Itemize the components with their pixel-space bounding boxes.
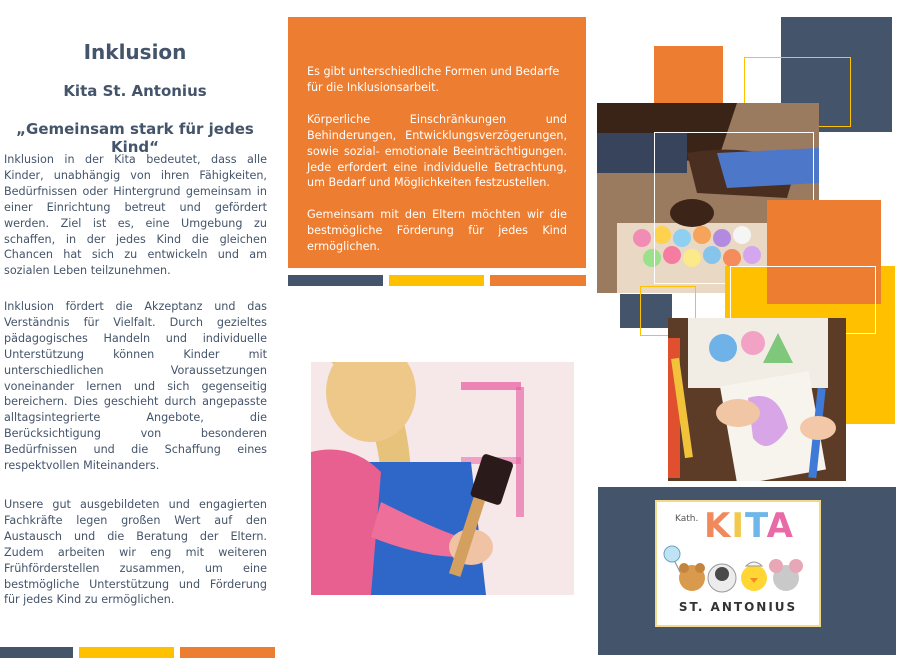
info-text-forms: Es gibt unterschiedliche Formen und Bedarfe für die Inklusionsarbeit.	[307, 65, 560, 94]
drawing-photo	[668, 318, 846, 481]
logo-name: ST. ANTONIUS	[678, 600, 798, 614]
child-painting-photo	[311, 362, 574, 595]
page-subtitle: Kita St. Antonius	[63, 82, 207, 100]
divider-bar-orange-2	[490, 275, 586, 286]
page-title: Inklusion	[83, 40, 187, 64]
info-box	[288, 17, 586, 268]
logo-prefix: Kath.	[675, 514, 699, 524]
info-text-parents: Gemeinsam mit den Eltern möchten wir die bestmögliche Förderung für jedes Kind ermöglichen.	[307, 208, 567, 254]
logo-letter: T	[745, 506, 767, 546]
paragraph-acceptance: Inklusion fördert die Akzeptanz und das Verständnis für Vielfalt. Durch gezieltes pädagogisches Handeln und individuelle Unterstützung können Kinder mit unterschiedlichen Voraussetzungen voneinander lernen und sich gegenseitig bereichern. Dies geschieht durch angepasste alltagsintegrierte Angebote, die Berücksichtigung von besonderen Bedürfnissen und die Schaffung eines respektvollen Miteinanders.	[4, 300, 267, 473]
motto: „Gemeinsam stark für jedes Kind“	[16, 120, 254, 156]
divider-bar-yellow	[79, 647, 174, 658]
deco-square-orange-top	[654, 46, 723, 103]
divider-bar-yellow-2	[389, 275, 484, 286]
paragraph-staff: Unsere gut ausgebildeten und engagierten Fachkräfte legen großen Wert auf den Austausch und die Beratung der Eltern. Zudem arbeiten wir eng mit weiteren Frühförderstellen zusammen, um eine bestmögliche Unterstützung und Förderung für jedes Kind zu ermöglichen.	[4, 498, 267, 607]
logo-animals-icon	[662, 540, 814, 600]
drawing-illustration	[668, 318, 846, 481]
child-painting-illustration	[311, 362, 574, 595]
divider-bar-orange	[180, 647, 275, 658]
logo-letter: I	[731, 506, 746, 546]
logo-letter: A	[766, 506, 794, 546]
divider-bar-navy	[0, 647, 73, 658]
logo-letter: K	[704, 506, 732, 546]
info-text-types: Körperliche Einschränkungen und Behinderungen, Entwicklungsverzögerungen, sowie sozial- emotionale Beeinträchtigungen. Jede erfordert eine individuelle Betrachtung, um Bedarf und Möglichkeiten festzustellen.	[307, 112, 567, 190]
divider-bar-navy-2	[288, 275, 383, 286]
paragraph-intro: Inklusion in der Kita bedeutet, dass alle Kinder, unabhängig von ihren Fähigkeiten, Bedürfnissen oder Hintergrund gemeinsam in einer Einrichtung betreut und gefördert werden. Ziel ist es, eine Umgebung zu schaffen, in der jedes Kind die gleichen Chancen hat sich zu entwickeln und am sozialen Leben teilzunehmen.	[4, 153, 267, 278]
